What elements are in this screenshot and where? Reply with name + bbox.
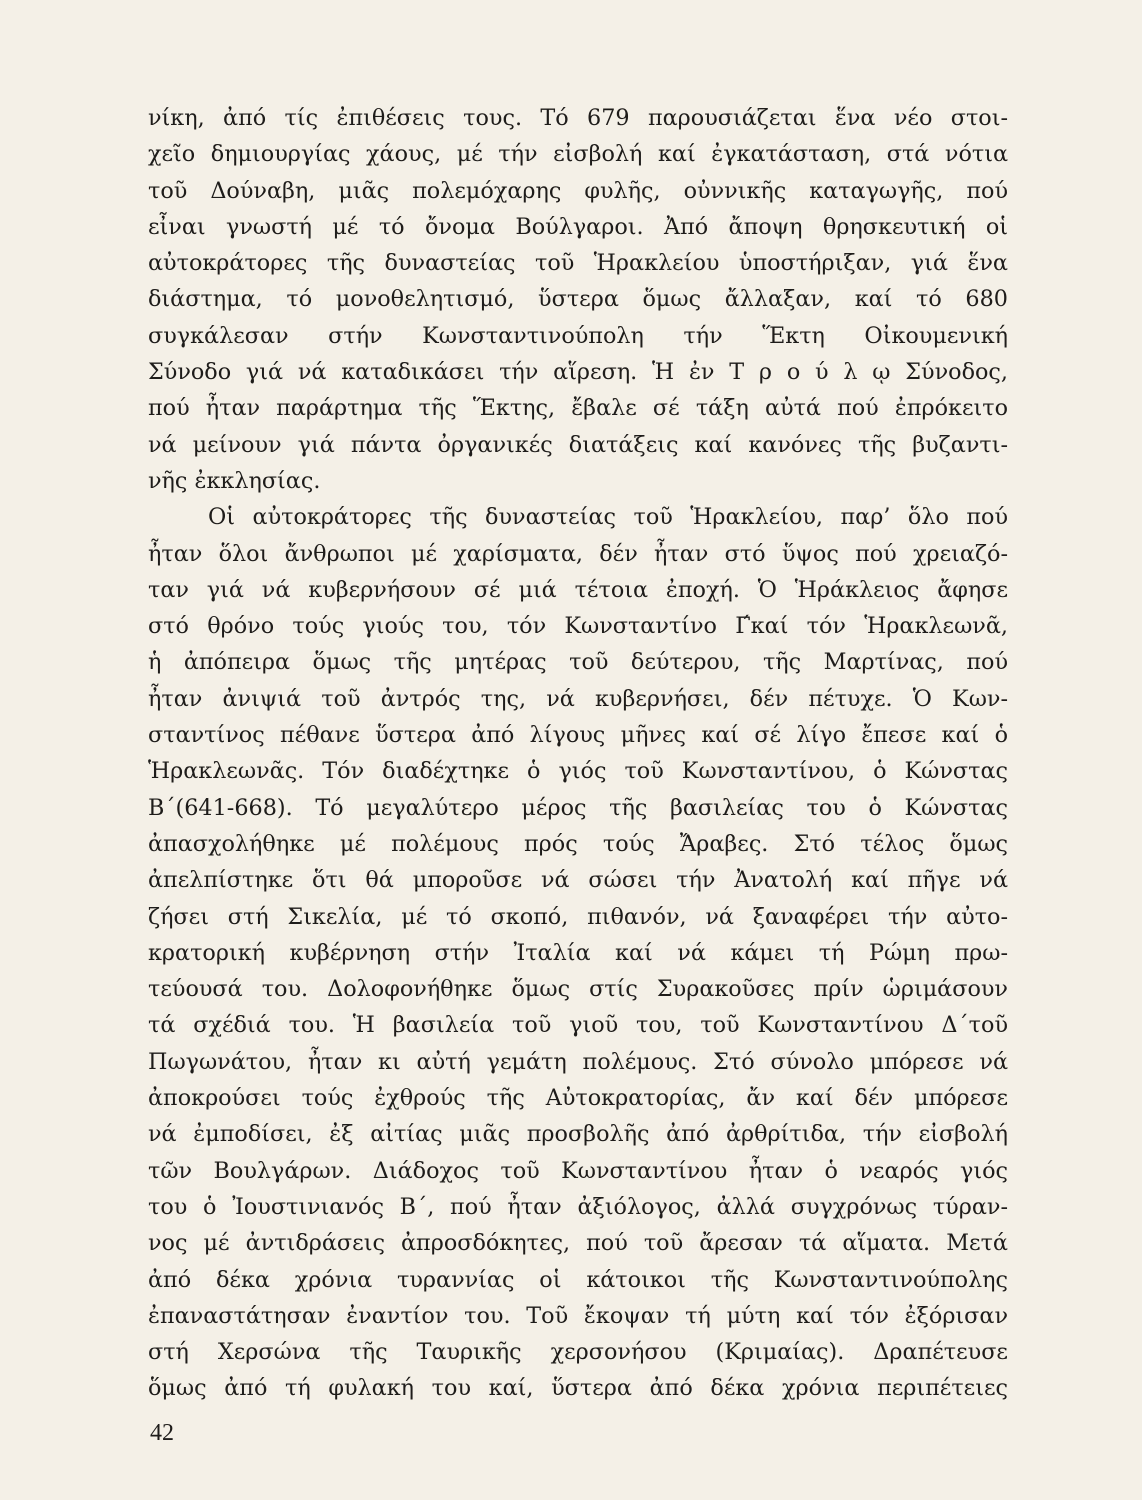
text-line: Πωγωνάτου, ἦταν κι αὐτή γεμάτη πολέμους. Στό σύνολο μπόρεσε νά: [148, 1048, 1008, 1075]
paragraph-2: [148, 499, 1008, 1406]
text-line: ταν γιά νά κυβερνήσουν σέ μιά τέτοια ἐποχή. Ὁ Ἡράκλειος ἄφησε: [148, 576, 1008, 603]
paragraph-1: [148, 100, 1008, 499]
text-line: ἡ ἀπόπειρα ὅμως τῆς μητέρας τοῦ δεύτερου, τῆς Μαρτίνας, πού: [148, 649, 1008, 676]
text-line: ἀπό δέκα χρόνια τυραννίας οἱ κάτοικοι τῆς Κωνσταντινούπολης: [148, 1266, 1008, 1293]
text-line: διάστημα, τό μονοθελητισμό, ὕστερα ὅμως ἄλλαξαν, καί τό 680: [148, 286, 1008, 313]
text-line: ἐπαναστάτησαν ἐναντίον του. Τοῦ ἔκοψαν τή μύτη καί τόν ἐξόρισαν: [148, 1302, 1008, 1329]
text-line: ἀπελπίστηκε ὅτι θά μποροῦσε νά σώσει τήν Ἀνατολή καί πῆγε νά: [148, 867, 1008, 894]
text-line: σταντίνος πέθανε ὕστερα ἀπό λίγους μῆνες καί σέ λίγο ἔπεσε καί ὁ: [148, 722, 1008, 749]
text-line: νῆς ἐκκλησίας.: [148, 467, 321, 494]
text-line: ἀποκρούσει τούς ἐχθρούς τῆς Αὐτοκρατορίας, ἄν καί δέν μπόρεσε: [148, 1085, 1008, 1112]
text-line: νος μέ ἀντιδράσεις ἀπροσδόκητες, πού τοῦ ἄρεσαν τά αἵματα. Μετά: [148, 1230, 1008, 1257]
page-number: 42: [150, 1420, 174, 1446]
text-line: πού ἦταν παράρτημα τῆς Ἕκτης, ἔβαλε σέ τάξη αὐτά πού ἐπρόκειτο: [148, 395, 1008, 422]
text-line: Οἱ αὐτοκράτορες τῆς δυναστείας τοῦ Ἡρακλείου, παρ’ ὅλο πού: [208, 504, 1008, 531]
text-line: ζήσει στή Σικελία, μέ τό σκοπό, πιθανόν, νά ξαναφέρει τήν αὐτο-: [148, 903, 1008, 930]
text-line: Σύνοδο γιά νά καταδικάσει τήν αἵρεση. Ἡ ἐν Τ ρ ο ύ λ ῳ Σύνοδος,: [148, 359, 1008, 386]
text-line: τῶν Βουλγάρων. Διάδοχος τοῦ Κωνσταντίνου ἦταν ὁ νεαρός γιός: [148, 1157, 1008, 1184]
text-line: τεύουσά του. Δολοφονήθηκε ὅμως στίς Συρακοῦσες πρίν ὡριμάσουν: [148, 976, 1008, 1003]
text-line: στό θρόνο τούς γιούς του, τόν Κωνσταντίνο Γ́καί τόν Ἡρακλεωνᾶ,: [148, 613, 1008, 640]
text-line: χεῖο δημιουργίας χάους, μέ τήν εἰσβολή καί ἐγκατάσταση, στά νότια: [148, 141, 1008, 168]
text-line: νίκη, ἀπό τίς ἐπιθέσεις τους. Τό 679 παρουσιάζεται ἕνα νέο στοι-: [148, 105, 1008, 131]
text-line: του ὁ Ἰουστινιανός Β΄, πού ἦταν ἀξιόλογος, ἀλλά συγχρόνως τύραν-: [148, 1193, 1008, 1220]
text-line: νά μείνουν γιά πάντα ὀργανικές διατάξεις καί κανόνες τῆς βυζαντι-: [148, 431, 1008, 458]
text-line: τοῦ Δούναβη, μιᾶς πολεμόχαρης φυλῆς, οὐννικῆς καταγωγῆς, πού: [148, 177, 1008, 204]
text-line: αὐτοκράτορες τῆς δυναστείας τοῦ Ἡρακλείου ὑποστήριξαν, γιά ἕνα: [148, 250, 1008, 277]
text-line: νά ἐμποδίσει, ἐξ αἰτίας μιᾶς προσβολῆς ἀπό ἀρθρίτιδα, τήν εἰσβολή: [148, 1121, 1008, 1148]
text-line: ἀπασχολήθηκε μέ πολέμους πρός τούς Ἄραβες. Στό τέλος ὅμως: [148, 830, 1008, 857]
text-line: στή Χερσώνα τῆς Ταυρικῆς χερσονήσου (Κριμαίας). Δραπέτευσε: [148, 1339, 1008, 1366]
text-line: Ἡρακλεωνᾶς. Τόν διαδέχτηκε ὁ γιός τοῦ Κωνσταντίνου, ὁ Κώνστας: [148, 758, 1008, 785]
text-line: ἦταν ἀνιψιά τοῦ ἀντρός της, νά κυβερνήσει, δέν πέτυχε. Ὁ Κων-: [148, 685, 1008, 712]
text-line: κρατορική κυβέρνηση στήν Ἰταλία καί νά κάμει τή Ρώμη πρω-: [148, 939, 1008, 966]
text-line: εἶναι γνωστή μέ τό ὄνομα Βούλγαροι. Ἀπό ἄποψη θρησκευτική οἱ: [148, 213, 1008, 240]
text-line: Β΄(641-668). Τό μεγαλύτερο μέρος τῆς βασιλείας του ὁ Κώνστας: [148, 794, 1008, 821]
text-line: συγκάλεσαν στήν Κωνσταντινούπολη τήν Ἕκτη Οἰκουμενική: [148, 322, 1008, 349]
text-line: τά σχέδιά του. Ἡ βασιλεία τοῦ γιοῦ του, τοῦ Κωνσταντίνου Δ΄τοῦ: [148, 1012, 1008, 1039]
text-line: ὅμως ἀπό τή φυλακή του καί, ὕστερα ἀπό δέκα χρόνια περιπέτειες: [148, 1375, 1008, 1402]
text-line: ἦταν ὅλοι ἄνθρωποι μέ χαρίσματα, δέν ἦταν στό ὕψος πού χρειαζό-: [148, 540, 1008, 567]
body-text: [148, 100, 1008, 1407]
